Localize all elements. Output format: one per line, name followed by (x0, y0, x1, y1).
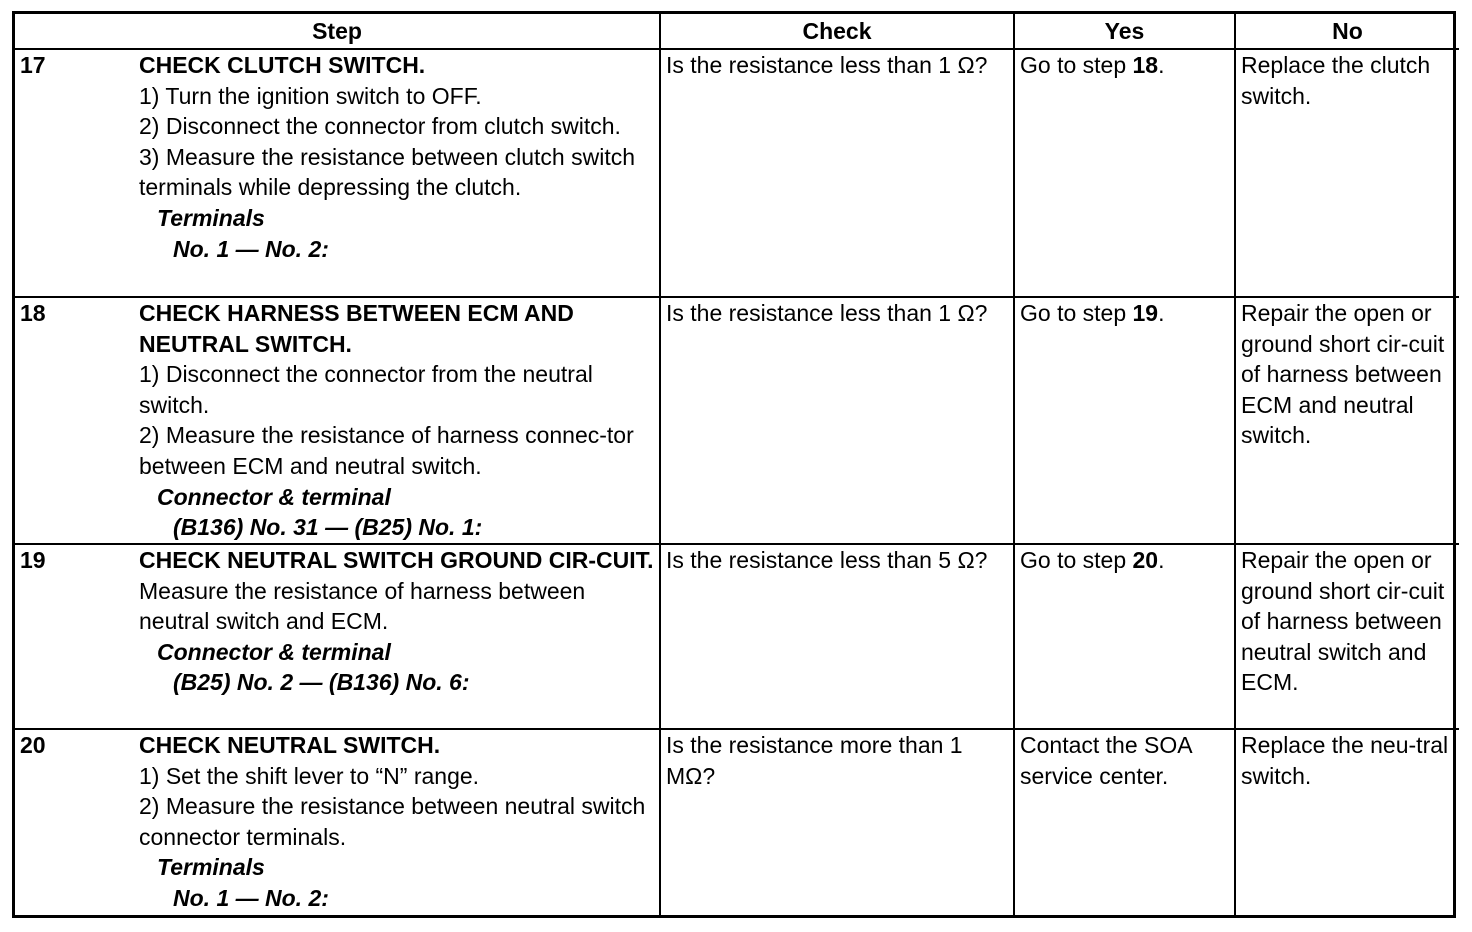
spec-value: (B25) No. 2 — (B136) No. 6: (173, 669, 470, 696)
spec-value: No. 1 — No. 2: (173, 235, 329, 262)
step-cell (15, 729, 660, 915)
step-title: CHECK NEUTRAL SWITCH. (139, 732, 441, 758)
step-cell (15, 297, 660, 544)
yes-step-number: 20 (1132, 547, 1159, 573)
no-cell: Replace the neu-tral switch. (1235, 729, 1459, 915)
diagnostic-table (15, 14, 1459, 915)
header-yes: Yes (1014, 14, 1235, 49)
check-cell: Is the resistance less than 1 Ω? (660, 49, 1014, 297)
step-body (139, 298, 659, 543)
yes-suffix: . (1158, 300, 1165, 326)
spec-value: (B136) No. 31 — (B25) No. 1: (173, 514, 483, 541)
no-cell: Repair the open or ground short cir-cuit of harness between ECM and neutral switch. (1235, 297, 1459, 544)
spec-label: Connector & terminal (157, 483, 391, 510)
step-instruction: 2) Measure the resistance of harness connec-tor between ECM and neutral switch. (139, 422, 634, 479)
spec-label: Terminals (157, 854, 265, 881)
step-body (139, 730, 659, 914)
header-check: Check (660, 14, 1014, 49)
step-body (139, 50, 659, 264)
yes-suffix: . (1158, 547, 1165, 573)
step-title: CHECK CLUTCH SWITCH. (139, 52, 426, 78)
step-instruction: 1) Disconnect the connector from the neutral switch. (139, 361, 593, 418)
table-row (15, 729, 1459, 915)
step-instruction: 1) Set the shift lever to “N” range. (139, 762, 480, 789)
step-instruction: 2) Measure the resistance between neutral switch connector terminals. (139, 793, 646, 850)
header-no: No (1235, 14, 1459, 49)
step-instruction: 1) Turn the ignition switch to OFF. (139, 82, 482, 109)
yes-step-number: 19 (1132, 300, 1159, 326)
check-cell: Is the resistance more than 1 MΩ? (660, 729, 1014, 915)
yes-cell (1014, 729, 1235, 915)
step-number: 20 (20, 732, 46, 758)
spec-value: No. 1 — No. 2: (173, 884, 329, 911)
no-cell: Replace the clutch switch. (1235, 49, 1459, 297)
yes-cell (1014, 297, 1235, 544)
yes-text: Contact the SOA service center. (1020, 732, 1192, 789)
table-row (15, 297, 1459, 544)
step-instruction: Measure the resistance of harness between neutral switch and ECM. (139, 577, 586, 635)
yes-suffix: . (1158, 52, 1165, 78)
step-title: CHECK HARNESS BETWEEN ECM AND NEUTRAL SWITCH. (139, 300, 574, 357)
step-number: 17 (20, 52, 46, 78)
step-number: 19 (20, 547, 46, 573)
step-instruction: 3) Measure the resistance between clutch switch terminals while depressing the clutch. (139, 143, 636, 201)
header-step: Step (15, 14, 660, 49)
spec-label: Connector & terminal (157, 638, 391, 665)
table-row (15, 49, 1459, 297)
step-number: 18 (20, 300, 46, 326)
step-cell (15, 544, 660, 729)
yes-text: Go to step (1020, 52, 1133, 78)
spec-label: Terminals (157, 204, 265, 231)
yes-text: Go to step (1020, 300, 1133, 326)
no-cell: Repair the open or ground short cir-cuit of harness between neutral switch and ECM. (1235, 544, 1459, 729)
check-cell: Is the resistance less than 5 Ω? (660, 544, 1014, 729)
yes-step-number: 18 (1132, 52, 1159, 78)
table-row (15, 544, 1459, 729)
check-cell: Is the resistance less than 1 Ω? (660, 297, 1014, 544)
step-title: CHECK NEUTRAL SWITCH GROUND CIR-CUIT. (139, 547, 654, 573)
diagnostic-table-frame (12, 11, 1456, 918)
yes-cell (1014, 49, 1235, 297)
yes-text: Go to step (1020, 547, 1133, 573)
step-cell (15, 49, 660, 297)
header-row (15, 14, 1459, 49)
step-instruction: 2) Disconnect the connector from clutch switch. (139, 113, 621, 140)
step-body (139, 545, 659, 698)
yes-cell (1014, 544, 1235, 729)
